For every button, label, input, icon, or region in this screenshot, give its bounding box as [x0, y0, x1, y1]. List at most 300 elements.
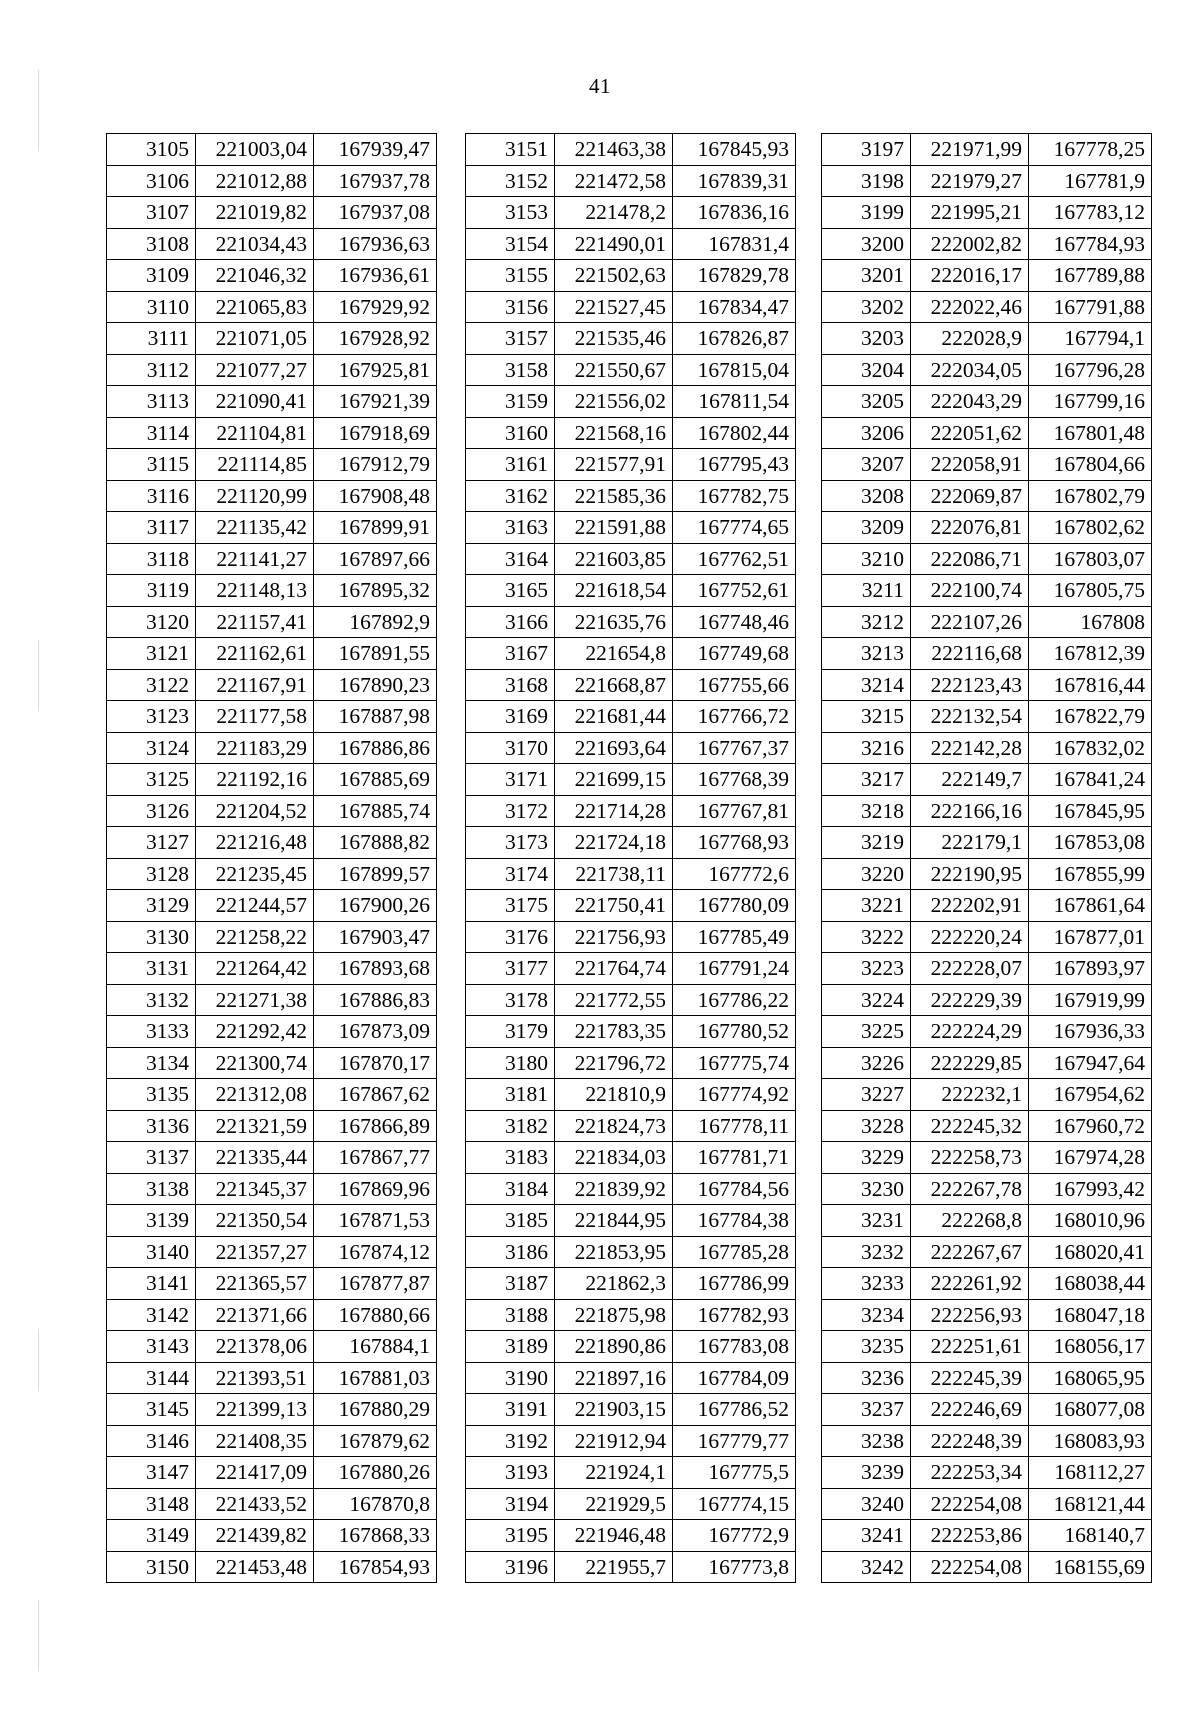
point-number-cell: 3230 — [822, 1173, 911, 1205]
coordinates-table-3 — [821, 133, 1152, 1583]
x-coordinate-cell: 221693,64 — [555, 732, 673, 764]
table-row — [466, 417, 796, 449]
table-row — [107, 1110, 437, 1142]
x-coordinate-cell: 221654,8 — [555, 638, 673, 670]
table-row — [107, 1016, 437, 1048]
table-row — [466, 732, 796, 764]
y-coordinate-cell: 167786,52 — [673, 1394, 796, 1426]
y-coordinate-cell: 167785,28 — [673, 1236, 796, 1268]
point-number-cell: 3173 — [466, 827, 555, 859]
y-coordinate-cell: 167766,72 — [673, 701, 796, 733]
table-row — [466, 165, 796, 197]
x-coordinate-cell: 221535,46 — [555, 323, 673, 355]
x-coordinate-cell: 222267,67 — [911, 1236, 1029, 1268]
table-row — [822, 1047, 1152, 1079]
point-number-cell: 3239 — [822, 1457, 911, 1489]
x-coordinate-cell: 221550,67 — [555, 354, 673, 386]
table-row — [107, 260, 437, 292]
point-number-cell: 3231 — [822, 1205, 911, 1237]
point-number-cell: 3170 — [466, 732, 555, 764]
table-row — [822, 669, 1152, 701]
y-coordinate-cell: 167782,93 — [673, 1299, 796, 1331]
point-number-cell: 3168 — [466, 669, 555, 701]
x-coordinate-cell: 222002,82 — [911, 228, 1029, 260]
x-coordinate-cell: 221897,16 — [555, 1362, 673, 1394]
y-coordinate-cell: 167775,74 — [673, 1047, 796, 1079]
x-coordinate-cell: 222166,16 — [911, 795, 1029, 827]
x-coordinate-cell: 221090,41 — [196, 386, 314, 418]
table-row — [466, 228, 796, 260]
y-coordinate-cell: 167767,81 — [673, 795, 796, 827]
x-coordinate-cell: 221724,18 — [555, 827, 673, 859]
x-coordinate-cell: 222254,08 — [911, 1488, 1029, 1520]
point-number-cell: 3193 — [466, 1457, 555, 1489]
table-row — [466, 543, 796, 575]
point-number-cell: 3171 — [466, 764, 555, 796]
point-number-cell: 3221 — [822, 890, 911, 922]
point-number-cell: 3214 — [822, 669, 911, 701]
point-number-cell: 3183 — [466, 1142, 555, 1174]
table-row — [466, 1047, 796, 1079]
x-coordinate-cell: 221417,09 — [196, 1457, 314, 1489]
table-row — [822, 1110, 1152, 1142]
table-row — [466, 1394, 796, 1426]
y-coordinate-cell: 167829,78 — [673, 260, 796, 292]
x-coordinate-cell: 221924,1 — [555, 1457, 673, 1489]
table-row — [822, 260, 1152, 292]
y-coordinate-cell: 167919,99 — [1029, 984, 1152, 1016]
y-coordinate-cell: 167784,56 — [673, 1173, 796, 1205]
table-row — [466, 953, 796, 985]
x-coordinate-cell: 221141,27 — [196, 543, 314, 575]
table-row — [466, 575, 796, 607]
point-number-cell: 3115 — [107, 449, 196, 481]
y-coordinate-cell: 167895,32 — [314, 575, 437, 607]
x-coordinate-cell: 221312,08 — [196, 1079, 314, 1111]
x-coordinate-cell: 221003,04 — [196, 134, 314, 166]
x-coordinate-cell: 221244,57 — [196, 890, 314, 922]
y-coordinate-cell: 167780,09 — [673, 890, 796, 922]
table-row — [466, 606, 796, 638]
y-coordinate-cell: 167921,39 — [314, 386, 437, 418]
x-coordinate-cell: 221824,73 — [555, 1110, 673, 1142]
point-number-cell: 3238 — [822, 1425, 911, 1457]
y-coordinate-cell: 167778,25 — [1029, 134, 1152, 166]
point-number-cell: 3179 — [466, 1016, 555, 1048]
x-coordinate-cell: 222248,39 — [911, 1425, 1029, 1457]
y-coordinate-cell: 167799,16 — [1029, 386, 1152, 418]
y-coordinate-cell: 167815,04 — [673, 354, 796, 386]
x-coordinate-cell: 221046,32 — [196, 260, 314, 292]
table-row — [822, 1079, 1152, 1111]
x-coordinate-cell: 222229,85 — [911, 1047, 1029, 1079]
table-row — [822, 1173, 1152, 1205]
x-coordinate-cell: 221699,15 — [555, 764, 673, 796]
y-coordinate-cell: 168020,41 — [1029, 1236, 1152, 1268]
x-coordinate-cell: 221527,45 — [555, 291, 673, 323]
y-coordinate-cell: 168155,69 — [1029, 1551, 1152, 1583]
y-coordinate-cell: 168038,44 — [1029, 1268, 1152, 1300]
point-number-cell: 3223 — [822, 953, 911, 985]
x-coordinate-cell: 221104,81 — [196, 417, 314, 449]
x-coordinate-cell: 222268,8 — [911, 1205, 1029, 1237]
x-coordinate-cell: 221034,43 — [196, 228, 314, 260]
point-number-cell: 3237 — [822, 1394, 911, 1426]
table-row — [466, 1425, 796, 1457]
y-coordinate-cell: 167853,08 — [1029, 827, 1152, 859]
x-coordinate-cell: 221077,27 — [196, 354, 314, 386]
table-row — [822, 134, 1152, 166]
x-coordinate-cell: 222116,68 — [911, 638, 1029, 670]
x-coordinate-cell: 221875,98 — [555, 1299, 673, 1331]
point-number-cell: 3148 — [107, 1488, 196, 1520]
table-row — [466, 638, 796, 670]
x-coordinate-cell: 222253,34 — [911, 1457, 1029, 1489]
table-row — [822, 575, 1152, 607]
point-number-cell: 3118 — [107, 543, 196, 575]
point-number-cell: 3228 — [822, 1110, 911, 1142]
point-number-cell: 3135 — [107, 1079, 196, 1111]
point-number-cell: 3123 — [107, 701, 196, 733]
point-number-cell: 3217 — [822, 764, 911, 796]
x-coordinate-cell: 221264,42 — [196, 953, 314, 985]
x-coordinate-cell: 221979,27 — [911, 165, 1029, 197]
table-row — [107, 1520, 437, 1552]
table-row — [822, 1299, 1152, 1331]
x-coordinate-cell: 222058,91 — [911, 449, 1029, 481]
y-coordinate-cell: 167936,61 — [314, 260, 437, 292]
table-row — [822, 638, 1152, 670]
table-row — [107, 323, 437, 355]
y-coordinate-cell: 167954,62 — [1029, 1079, 1152, 1111]
y-coordinate-cell: 167774,15 — [673, 1488, 796, 1520]
point-number-cell: 3166 — [466, 606, 555, 638]
y-coordinate-cell: 167768,39 — [673, 764, 796, 796]
y-coordinate-cell: 167886,86 — [314, 732, 437, 764]
x-coordinate-cell: 221618,54 — [555, 575, 673, 607]
table-row — [466, 386, 796, 418]
table-row — [466, 1079, 796, 1111]
table-row — [822, 1205, 1152, 1237]
point-number-cell: 3108 — [107, 228, 196, 260]
y-coordinate-cell: 167781,71 — [673, 1142, 796, 1174]
y-coordinate-cell: 167870,17 — [314, 1047, 437, 1079]
point-number-cell: 3232 — [822, 1236, 911, 1268]
table-row — [466, 1016, 796, 1048]
table-row — [107, 1394, 437, 1426]
y-coordinate-cell: 167899,57 — [314, 858, 437, 890]
point-number-cell: 3124 — [107, 732, 196, 764]
x-coordinate-cell: 222016,17 — [911, 260, 1029, 292]
y-coordinate-cell: 167802,79 — [1029, 480, 1152, 512]
point-number-cell: 3208 — [822, 480, 911, 512]
table-row — [107, 795, 437, 827]
point-number-cell: 3141 — [107, 1268, 196, 1300]
x-coordinate-cell: 221714,28 — [555, 795, 673, 827]
point-number-cell: 3132 — [107, 984, 196, 1016]
point-number-cell: 3109 — [107, 260, 196, 292]
point-number-cell: 3149 — [107, 1520, 196, 1552]
y-coordinate-cell: 167805,75 — [1029, 575, 1152, 607]
x-coordinate-cell: 222261,92 — [911, 1268, 1029, 1300]
x-coordinate-cell: 221764,74 — [555, 953, 673, 985]
table-row — [822, 449, 1152, 481]
table-row — [822, 890, 1152, 922]
point-number-cell: 3155 — [466, 260, 555, 292]
y-coordinate-cell: 167804,66 — [1029, 449, 1152, 481]
x-coordinate-cell: 222256,93 — [911, 1299, 1029, 1331]
table-row — [107, 134, 437, 166]
y-coordinate-cell: 167775,5 — [673, 1457, 796, 1489]
y-coordinate-cell: 167899,91 — [314, 512, 437, 544]
x-coordinate-cell: 221844,95 — [555, 1205, 673, 1237]
point-number-cell: 3241 — [822, 1520, 911, 1552]
point-number-cell: 3180 — [466, 1047, 555, 1079]
table-row — [107, 449, 437, 481]
x-coordinate-cell: 221750,41 — [555, 890, 673, 922]
y-coordinate-cell: 167803,07 — [1029, 543, 1152, 575]
y-coordinate-cell: 168056,17 — [1029, 1331, 1152, 1363]
x-coordinate-cell: 221371,66 — [196, 1299, 314, 1331]
point-number-cell: 3143 — [107, 1331, 196, 1363]
table-row — [466, 291, 796, 323]
x-coordinate-cell: 221345,37 — [196, 1173, 314, 1205]
y-coordinate-cell: 167784,38 — [673, 1205, 796, 1237]
y-coordinate-cell: 167869,96 — [314, 1173, 437, 1205]
table-row — [466, 669, 796, 701]
point-number-cell: 3194 — [466, 1488, 555, 1520]
table-row — [466, 449, 796, 481]
y-coordinate-cell: 167937,78 — [314, 165, 437, 197]
table-row — [822, 1142, 1152, 1174]
y-coordinate-cell: 167794,1 — [1029, 323, 1152, 355]
point-number-cell: 3235 — [822, 1331, 911, 1363]
y-coordinate-cell: 167808 — [1029, 606, 1152, 638]
table-row — [107, 1425, 437, 1457]
table-row — [107, 1299, 437, 1331]
table-row — [466, 795, 796, 827]
y-coordinate-cell: 167767,37 — [673, 732, 796, 764]
x-coordinate-cell: 221929,5 — [555, 1488, 673, 1520]
y-coordinate-cell: 167974,28 — [1029, 1142, 1152, 1174]
y-coordinate-cell: 167925,81 — [314, 354, 437, 386]
x-coordinate-cell: 222228,07 — [911, 953, 1029, 985]
y-coordinate-cell: 167893,68 — [314, 953, 437, 985]
x-coordinate-cell: 222123,43 — [911, 669, 1029, 701]
point-number-cell: 3111 — [107, 323, 196, 355]
x-coordinate-cell: 222051,62 — [911, 417, 1029, 449]
y-coordinate-cell: 167874,12 — [314, 1236, 437, 1268]
point-number-cell: 3218 — [822, 795, 911, 827]
point-number-cell: 3191 — [466, 1394, 555, 1426]
x-coordinate-cell: 221408,35 — [196, 1425, 314, 1457]
y-coordinate-cell: 167822,79 — [1029, 701, 1152, 733]
y-coordinate-cell: 167929,92 — [314, 291, 437, 323]
point-number-cell: 3213 — [822, 638, 911, 670]
point-number-cell: 3236 — [822, 1362, 911, 1394]
y-coordinate-cell: 167834,47 — [673, 291, 796, 323]
point-number-cell: 3125 — [107, 764, 196, 796]
table-row — [466, 1362, 796, 1394]
point-number-cell: 3162 — [466, 480, 555, 512]
x-coordinate-cell: 222251,61 — [911, 1331, 1029, 1363]
point-number-cell: 3130 — [107, 921, 196, 953]
point-number-cell: 3146 — [107, 1425, 196, 1457]
table-row — [466, 1110, 796, 1142]
point-number-cell: 3207 — [822, 449, 911, 481]
y-coordinate-cell: 167802,62 — [1029, 512, 1152, 544]
x-coordinate-cell: 221591,88 — [555, 512, 673, 544]
y-coordinate-cell: 167936,63 — [314, 228, 437, 260]
table-row — [822, 1520, 1152, 1552]
point-number-cell: 3150 — [107, 1551, 196, 1583]
x-coordinate-cell: 221292,42 — [196, 1016, 314, 1048]
point-number-cell: 3152 — [466, 165, 555, 197]
point-number-cell: 3188 — [466, 1299, 555, 1331]
point-number-cell: 3201 — [822, 260, 911, 292]
y-coordinate-cell: 167784,93 — [1029, 228, 1152, 260]
x-coordinate-cell: 222254,08 — [911, 1551, 1029, 1583]
point-number-cell: 3216 — [822, 732, 911, 764]
table-row — [822, 1268, 1152, 1300]
x-coordinate-cell: 221577,91 — [555, 449, 673, 481]
point-number-cell: 3182 — [466, 1110, 555, 1142]
x-coordinate-cell: 221971,99 — [911, 134, 1029, 166]
table-row — [466, 1268, 796, 1300]
coordinates-table-2 — [465, 133, 796, 1583]
y-coordinate-cell: 167877,01 — [1029, 921, 1152, 953]
x-coordinate-cell: 222022,46 — [911, 291, 1029, 323]
table-row — [107, 1047, 437, 1079]
y-coordinate-cell: 167845,95 — [1029, 795, 1152, 827]
y-coordinate-cell: 167783,08 — [673, 1331, 796, 1363]
point-number-cell: 3197 — [822, 134, 911, 166]
table-row — [107, 827, 437, 859]
y-coordinate-cell: 167812,39 — [1029, 638, 1152, 670]
table-row — [466, 1142, 796, 1174]
point-number-cell: 3220 — [822, 858, 911, 890]
x-coordinate-cell: 222190,95 — [911, 858, 1029, 890]
y-coordinate-cell: 167918,69 — [314, 417, 437, 449]
y-coordinate-cell: 167791,88 — [1029, 291, 1152, 323]
x-coordinate-cell: 221399,13 — [196, 1394, 314, 1426]
x-coordinate-cell: 221490,01 — [555, 228, 673, 260]
x-coordinate-cell: 221216,48 — [196, 827, 314, 859]
coordinates-table-1 — [106, 133, 437, 1583]
point-number-cell: 3224 — [822, 984, 911, 1016]
y-coordinate-cell: 167811,54 — [673, 386, 796, 418]
table-row — [822, 764, 1152, 796]
table-row — [466, 1331, 796, 1363]
x-coordinate-cell: 221065,83 — [196, 291, 314, 323]
y-coordinate-cell: 167868,33 — [314, 1520, 437, 1552]
y-coordinate-cell: 167802,44 — [673, 417, 796, 449]
x-coordinate-cell: 221258,22 — [196, 921, 314, 953]
point-number-cell: 3158 — [466, 354, 555, 386]
point-number-cell: 3210 — [822, 543, 911, 575]
y-coordinate-cell: 167897,66 — [314, 543, 437, 575]
table-row — [466, 1236, 796, 1268]
point-number-cell: 3139 — [107, 1205, 196, 1237]
x-coordinate-cell: 221135,42 — [196, 512, 314, 544]
point-number-cell: 3186 — [466, 1236, 555, 1268]
table-row — [822, 795, 1152, 827]
table-row — [466, 1488, 796, 1520]
point-number-cell: 3136 — [107, 1110, 196, 1142]
y-coordinate-cell: 167861,64 — [1029, 890, 1152, 922]
table-row — [107, 701, 437, 733]
x-coordinate-cell: 221839,92 — [555, 1173, 673, 1205]
point-number-cell: 3196 — [466, 1551, 555, 1583]
x-coordinate-cell: 221235,45 — [196, 858, 314, 890]
y-coordinate-cell: 167867,77 — [314, 1142, 437, 1174]
point-number-cell: 3113 — [107, 386, 196, 418]
y-coordinate-cell: 167947,64 — [1029, 1047, 1152, 1079]
table-row — [107, 1173, 437, 1205]
point-number-cell: 3202 — [822, 291, 911, 323]
table-row — [466, 1205, 796, 1237]
scan-margin-line — [38, 1600, 39, 1670]
point-number-cell: 3137 — [107, 1142, 196, 1174]
point-number-cell: 3126 — [107, 795, 196, 827]
x-coordinate-cell: 221192,16 — [196, 764, 314, 796]
x-coordinate-cell: 221183,29 — [196, 732, 314, 764]
x-coordinate-cell: 222086,71 — [911, 543, 1029, 575]
x-coordinate-cell: 221350,54 — [196, 1205, 314, 1237]
x-coordinate-cell: 222149,7 — [911, 764, 1029, 796]
table-row — [107, 921, 437, 953]
point-number-cell: 3203 — [822, 323, 911, 355]
table-row — [466, 354, 796, 386]
table-row — [822, 197, 1152, 229]
x-coordinate-cell: 221853,95 — [555, 1236, 673, 1268]
y-coordinate-cell: 167871,53 — [314, 1205, 437, 1237]
x-coordinate-cell: 222076,81 — [911, 512, 1029, 544]
table-row — [107, 354, 437, 386]
point-number-cell: 3138 — [107, 1173, 196, 1205]
table-row — [107, 1079, 437, 1111]
point-number-cell: 3234 — [822, 1299, 911, 1331]
y-coordinate-cell: 167786,22 — [673, 984, 796, 1016]
point-number-cell: 3156 — [466, 291, 555, 323]
x-coordinate-cell: 221335,44 — [196, 1142, 314, 1174]
x-coordinate-cell: 221162,61 — [196, 638, 314, 670]
point-number-cell: 3145 — [107, 1394, 196, 1426]
point-number-cell: 3159 — [466, 386, 555, 418]
table-row — [822, 1551, 1152, 1583]
point-number-cell: 3233 — [822, 1268, 911, 1300]
point-number-cell: 3154 — [466, 228, 555, 260]
point-number-cell: 3160 — [466, 417, 555, 449]
x-coordinate-cell: 222245,32 — [911, 1110, 1029, 1142]
y-coordinate-cell: 167960,72 — [1029, 1110, 1152, 1142]
point-number-cell: 3153 — [466, 197, 555, 229]
table-row — [466, 921, 796, 953]
y-coordinate-cell: 167791,24 — [673, 953, 796, 985]
table-row — [107, 512, 437, 544]
y-coordinate-cell: 167855,99 — [1029, 858, 1152, 890]
table-row — [107, 732, 437, 764]
table-row — [822, 1016, 1152, 1048]
y-coordinate-cell: 167879,62 — [314, 1425, 437, 1457]
y-coordinate-cell: 167845,93 — [673, 134, 796, 166]
x-coordinate-cell: 221585,36 — [555, 480, 673, 512]
point-number-cell: 3114 — [107, 417, 196, 449]
y-coordinate-cell: 167890,23 — [314, 669, 437, 701]
point-number-cell: 3215 — [822, 701, 911, 733]
table-row — [466, 858, 796, 890]
x-coordinate-cell: 221472,58 — [555, 165, 673, 197]
